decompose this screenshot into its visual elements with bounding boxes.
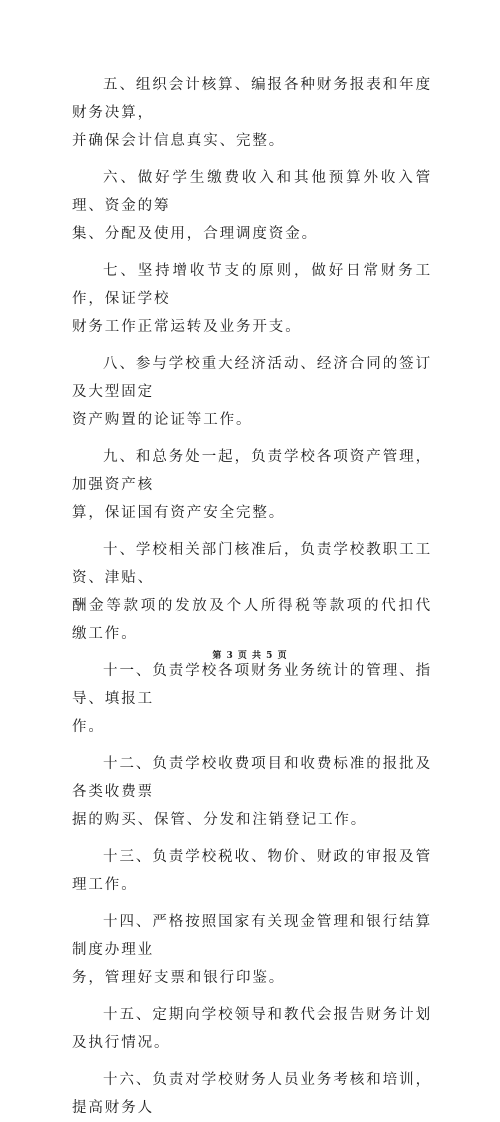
paragraph bbox=[72, 908, 432, 992]
paragraph-first-line: 七、坚持增收节支的原则，做好日常财务工作，保证学校 bbox=[72, 263, 432, 307]
paragraph-line: 作。 bbox=[72, 719, 105, 735]
paragraph-first-line: 十、学校相关部门核准后，负责学校教职工工资、津贴、 bbox=[72, 542, 432, 586]
paragraph-first-line: 十四、严格按照国家有关现金管理和银行结算制度办理业 bbox=[72, 914, 432, 958]
paragraph bbox=[72, 257, 432, 341]
document-body bbox=[72, 71, 432, 1122]
paragraph-line: 算，保证国有资产安全完整。 bbox=[72, 505, 286, 521]
paragraph-line: 务，管理好支票和银行印鉴。 bbox=[72, 970, 286, 986]
paragraph-first-line: 十五、定期向学校领导和教代会报告财务计划及执行情况。 bbox=[72, 1007, 432, 1051]
paragraph bbox=[72, 1066, 432, 1122]
paragraph-line: 酬金等款项的发放及个人所得税等款项的代扣代缴工作。 bbox=[72, 598, 432, 642]
paragraph-line: 集、分配及使用，合理调度资金。 bbox=[72, 226, 318, 242]
paragraph bbox=[72, 657, 432, 741]
paragraph-line: 并确保会计信息真实、完整。 bbox=[72, 133, 286, 149]
paragraph-first-line: 九、和总务处一起，负责学校各项资产管理，加强资产核 bbox=[72, 449, 432, 493]
paragraph-line: 资产购置的论证等工作。 bbox=[72, 412, 253, 428]
paragraph bbox=[72, 1001, 432, 1057]
paragraph-first-line: 八、参与学校重大经济活动、经济合同的签订及大型固定 bbox=[72, 356, 432, 400]
paragraph bbox=[72, 71, 432, 155]
paragraph-line: 据的购买、保管、分发和注销登记工作。 bbox=[72, 812, 368, 828]
page-footer: 第 3 页 共 5 页 bbox=[212, 651, 288, 661]
paragraph-first-line: 十六、负责对学校财务人员业务考核和培训，提高财务人 bbox=[72, 1072, 432, 1116]
paragraph-line: 财务工作正常运转及业务开支。 bbox=[72, 319, 302, 335]
paragraph-first-line: 六、做好学生缴费收入和其他预算外收入管理、资金的筹 bbox=[72, 170, 432, 214]
paragraph bbox=[72, 750, 432, 834]
paragraph-first-line: 十三、负责学校税收、物价、财政的审报及管理工作。 bbox=[72, 849, 432, 893]
paragraph-first-line: 五、组织会计核算、编报各种财务报表和年度财务决算， bbox=[72, 77, 432, 121]
paragraph-first-line: 十二、负责学校收费项目和收费标准的报批及各类收费票 bbox=[72, 756, 432, 800]
paragraph-first-line: 十一、负责学校各项财务业务统计的管理、指导、填报工 bbox=[72, 663, 432, 707]
paragraph bbox=[72, 443, 432, 527]
paragraph bbox=[72, 164, 432, 248]
paragraph bbox=[72, 536, 432, 648]
paragraph bbox=[72, 350, 432, 434]
paragraph bbox=[72, 843, 432, 899]
